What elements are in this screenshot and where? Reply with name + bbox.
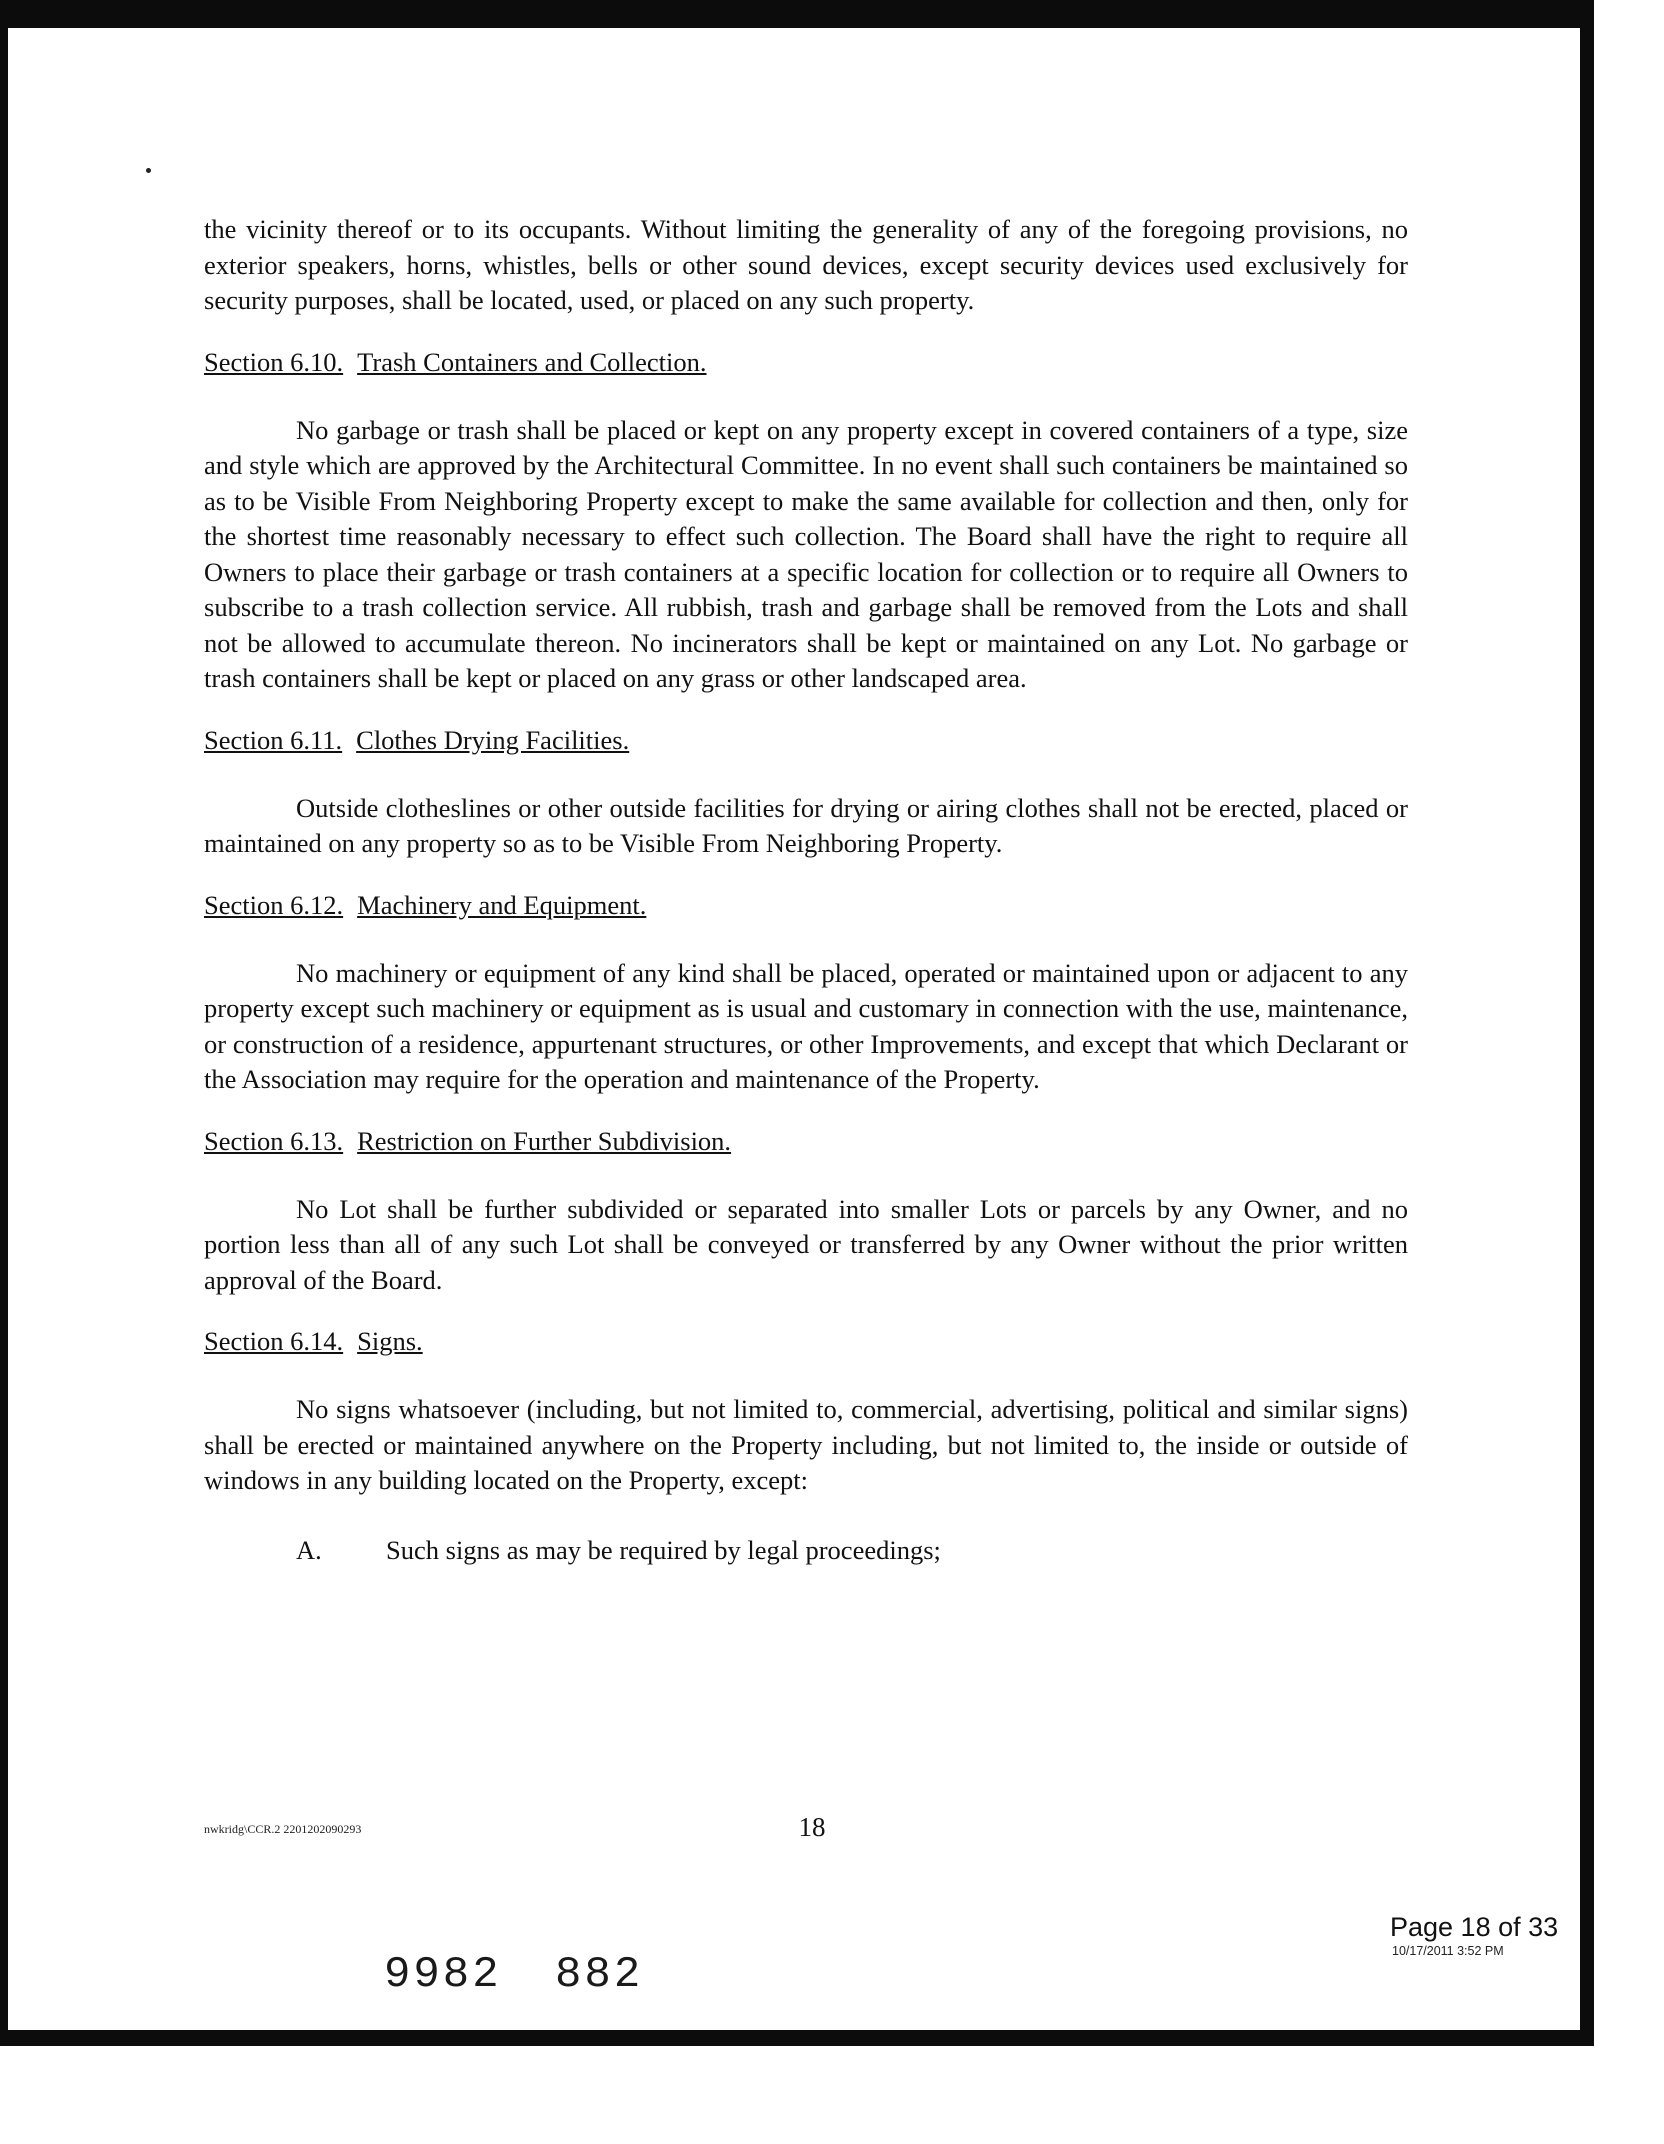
section-body-6-11: Outside clotheslines or other outside facilities for drying or airing clothes shall not be erected, placed or maintained on any property so as to be Visible From Neighboring Property. — [204, 792, 1408, 858]
scan-border-top — [0, 0, 1588, 28]
scan-border-right — [1580, 0, 1594, 2046]
list-item — [204, 1533, 1408, 1569]
section-title: Signs. — [357, 1326, 423, 1356]
section-body-6-10: No garbage or trash shall be placed or kept on any property except in covered containers of a type, size and style which are approved by the Architectural Committee. In no event shall such containers be maintained so as to be Visible From Neighboring Property except to make the same available for collection and then, only for the shortest time reasonably necessary to effect such collection. The Board shall have the right to require all Owners to place their garbage or trash containers at a specific location for collection or to require all Owners to subscribe to a trash collection service. All rubbish, trash and garbage shall be removed from the Lots and shall not be allowed to accumulate thereon. No incinerators shall be kept or maintained on any Lot. No garbage or trash containers shall be kept or placed on any grass or other landscaped area. — [204, 414, 1408, 693]
document-body — [204, 212, 1408, 1568]
list-item-letter: A. — [296, 1534, 322, 1565]
page-number: 18 — [798, 1812, 826, 1842]
section-heading-6-14 — [204, 1324, 1408, 1358]
section-number: Section 6.11. — [204, 724, 343, 755]
section-body-6-14: No signs whatsoever (including, but not limited to, commercial, advertising, political and similar signs) shall be erected or maintained anywhere on the Property including, but not limited to, the inside or outside of windows in any building located on the Property, except: — [204, 1394, 1408, 1495]
section-title: Clothes Drying Facilities. — [356, 724, 630, 755]
section-number: Section 6.14. — [204, 1326, 344, 1356]
section-number: Section 6.10. — [204, 346, 344, 377]
scan-border-left — [0, 0, 8, 2046]
scan-border-bottom — [0, 2030, 1594, 2046]
file-code: nwkridg\CCR.2 2201202090293 — [204, 1822, 362, 1836]
section-body-6-13: No Lot shall be further subdivided or separated into smaller Lots or parcels by any Owner, and no portion less than all of any such Lot shall be conveyed or transferred by any Owner without the prior written approval of the Board. — [204, 1193, 1408, 1295]
section-heading-6-12 — [204, 888, 1408, 922]
intro-paragraph: the vicinity thereof or to its occupants. Without limiting the generality of any of the foregoing provisions, no exterior speakers, horns, whistles, bells or other sound devices, except security devices used exclusively for security purposes, shall be located, used, or placed on any such property. — [204, 214, 1408, 315]
print-timestamp: 10/17/2011 3:52 PM — [1392, 1944, 1504, 1958]
section-heading-6-13 — [204, 1124, 1408, 1158]
page-of-label: Page 18 of 33 — [1390, 1912, 1559, 1942]
section-number: Section 6.13. — [204, 1125, 344, 1156]
section-heading-6-11 — [204, 723, 1408, 757]
section-title: Trash Containers and Collection. — [357, 346, 707, 377]
list-item-text: Such signs as may be required by legal proceedings; — [386, 1534, 941, 1565]
section-number: Section 6.12. — [204, 889, 344, 920]
section-title: Restriction on Further Subdivision. — [357, 1125, 732, 1156]
recording-number: 9982 882 — [384, 1950, 644, 2000]
section-body-6-12: No machinery or equipment of any kind shall be placed, operated or maintained upon or adjacent to any property except such machinery or equipment as is usual and customary in connection with the use, maintenance, or construction of a residence, appurtenant structures, or other Improvements, and except that which Declarant or the Association may require for the operation and maintenance of the Property. — [204, 957, 1408, 1094]
section-title: Machinery and Equipment. — [357, 889, 647, 920]
scan-speck — [146, 168, 151, 173]
section-heading-6-10 — [204, 345, 1408, 379]
